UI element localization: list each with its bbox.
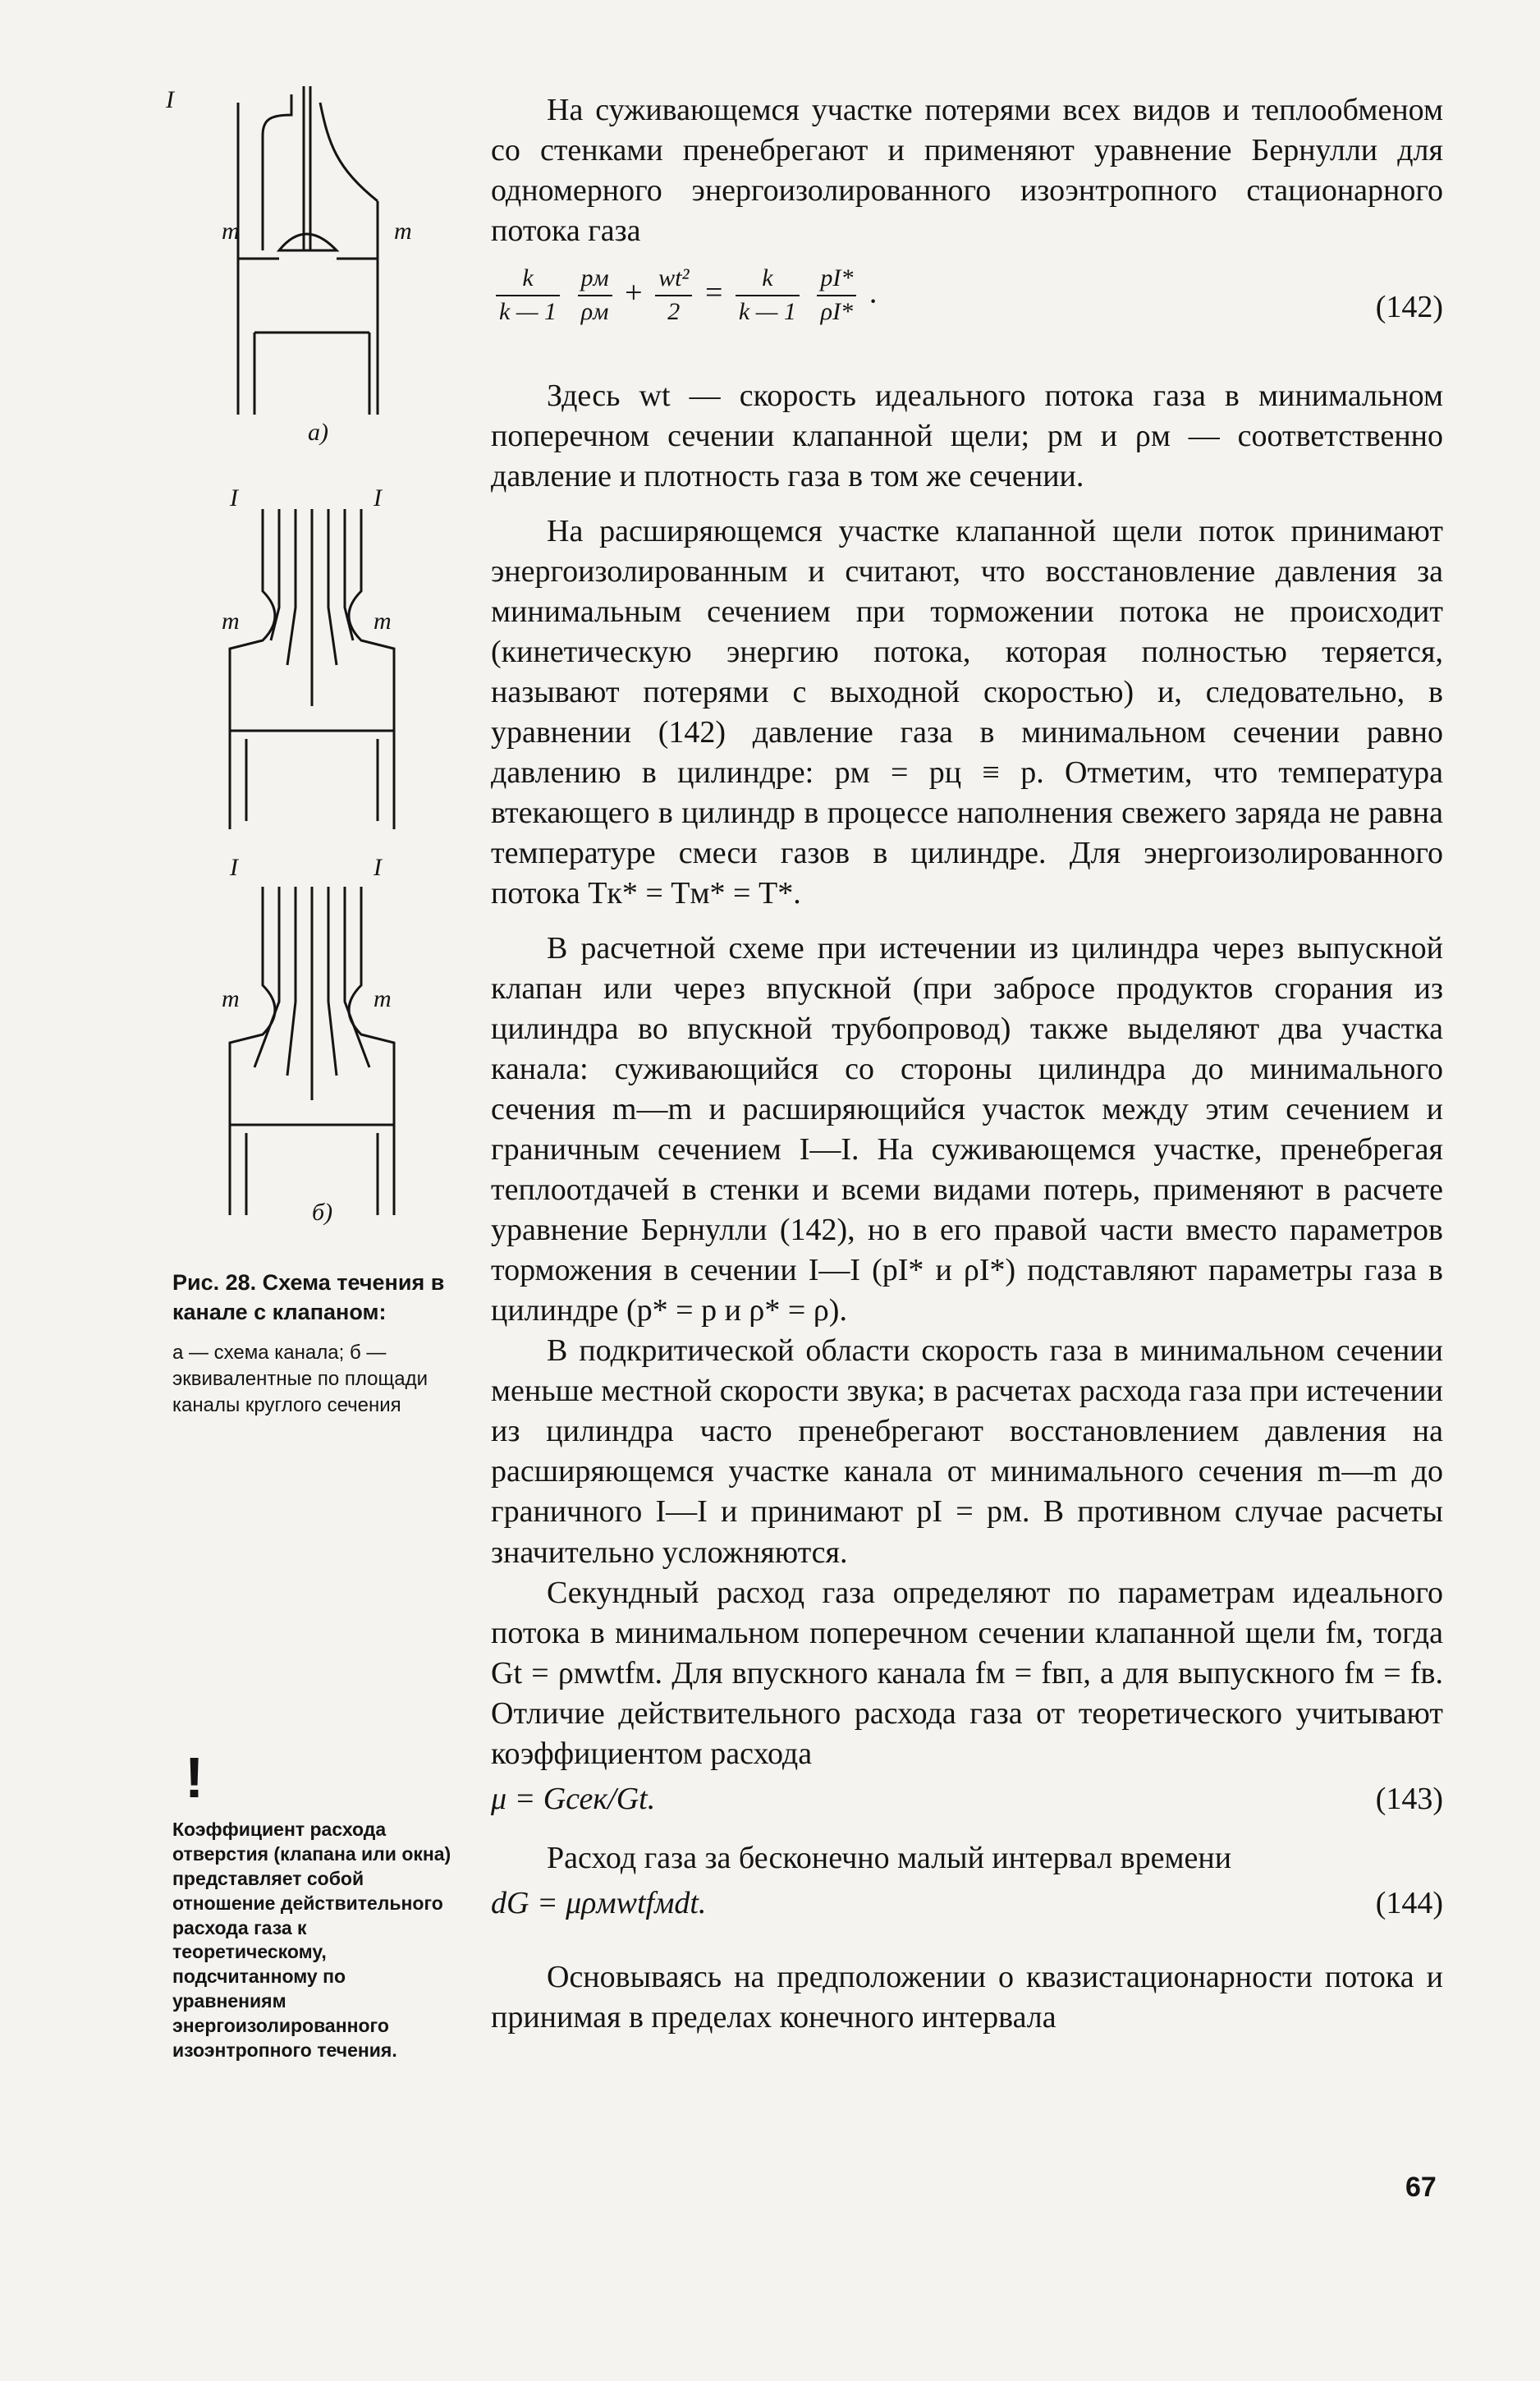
- figure-caption: [172, 1268, 456, 1418]
- section-m-label: m: [394, 218, 412, 245]
- period: .: [869, 275, 878, 310]
- caption-title: Рис. 28. Схема течения в канале с клапаном:: [172, 1270, 445, 1324]
- figure-a-drawing: [213, 86, 410, 431]
- equation-number: (142): [1375, 290, 1443, 325]
- section-m-label: m: [374, 985, 392, 1012]
- figure-a-label: а): [308, 419, 328, 446]
- fraction: $\frac{k}{k — 1}$: [736, 263, 800, 328]
- equation-text: dG = μρмwtfмdt.: [491, 1885, 707, 1920]
- paragraph: Расход газа за бесконечно малый интервал времени: [547, 1840, 1232, 1875]
- paragraph: Секундный расход газа определяют по параметрам идеального потока в минимальном поперечном сечении клапанной щели fм, тогда Gt = ρмwtfм. Для впускного канала fм = fвп, а для выпускного fм = fв. Отличие действительного расхода газа от теоретического учитывают коэффициентом расхода: [491, 1575, 1443, 1771]
- fraction: $\frac{k}{k — 1}$: [496, 263, 560, 328]
- fraction: $\frac{\text{wt²}}{2}$: [655, 263, 692, 328]
- section-I-label: I: [230, 484, 238, 512]
- paragraph: В расчетной схеме при истечении из цилиндра через выпускной клапан или через впускной (при забросе продуктов сгорания из цилиндра во впускной трубопровод) также выделяют два участка канала: суживающийся со стороны цилиндра до минимального сечения m—m и расширяющийся участок между этим сечением и граничным сечением I—I. На суживающемся участке, пренебрегая теплоотдачей в стенки и всеми видами потерь, применяют в расчете уравнение Бернулли (142), но в его правой части вместо параметров торможения в сечении I—I (pI* и ρI*) подставляют параметры газа в цилиндре (p* = p и ρ* = ρ).: [491, 931, 1443, 1328]
- fraction: $\frac{pI*}{\rho I*}$: [817, 263, 856, 328]
- equation-text: μ = Gсек/Gt.: [491, 1781, 656, 1816]
- paragraph: Здесь wt — скорость идеального потока газа в минимальном поперечном сечении клапанной щели; pм и ρм — соответственно давление и плотность газа в том же сечении.: [491, 378, 1443, 494]
- figure-b-equivalent-channels: [213, 484, 410, 1215]
- section-m-label: m: [222, 985, 240, 1012]
- section-I-label: I: [166, 86, 174, 113]
- section-m-label: m: [222, 608, 240, 635]
- section-m-label: m: [222, 218, 240, 245]
- equation-number: (144): [1375, 1885, 1443, 1920]
- fraction: $\frac{pм}{\rho м}$: [578, 263, 612, 328]
- paragraph: Основываясь на предположении о квазистационарности потока и принимая в пределах конечного интервала: [491, 1959, 1443, 2035]
- margin-note: [172, 1746, 456, 2063]
- section-I-label: I: [374, 484, 382, 512]
- equals-sign: =: [704, 275, 723, 310]
- section-I-label: I: [230, 854, 238, 881]
- figure-b-label: б): [312, 1199, 333, 1226]
- equation-143: [491, 1779, 1443, 1825]
- exclamation-icon: !: [185, 1746, 204, 1810]
- paragraph: В подкритической области скорость газа в минимальном сечении меньше местной скорости звука; в расчетах расхода газа при истечении из цилиндра часто пренебрегают восстановлением давления на расширяющемся участке канала от минимального сечения m—m до граничного I—I и принимают pI = pм. В противном случае расчеты значительно усложняются.: [491, 1333, 1443, 1570]
- figure-a-valve-channel: [166, 86, 412, 431]
- main-text-column: [491, 90, 1443, 2038]
- equation-142: [491, 263, 1443, 361]
- page-number: 67: [1405, 2172, 1437, 2203]
- margin-note-text: Коэффициент расхода отверстия (клапана или окна) представляет собой отношение действительного расхода газа к теоретическому, подсчитанному по уравнениям энергоизолированного изоэнтропного течения.: [172, 1819, 451, 2062]
- equation-144: [491, 1883, 1443, 1929]
- caption-body: а — схема канала; б — эквивалентные по площади каналы круглого сечения: [172, 1342, 428, 1416]
- plus-sign: +: [625, 275, 643, 310]
- paragraph: На суживающемся участке потерями всех видов и теплообменом со стенками пренебрегают и применяют уравнение Бернулли для одномерного энергоизолированного изоэнтропного стационарного потока газа: [491, 93, 1443, 249]
- section-m-label: m: [374, 608, 392, 635]
- section-I-label: I: [374, 854, 382, 881]
- equation-number: (143): [1375, 1781, 1443, 1816]
- paragraph: На расширяющемся участке клапанной щели поток принимают энергоизолированным и считают, что восстановление давления за минимальным сечением при торможении потока не происходит (кинетическую энергию потока, которая полностью теряется, называют потерями с выходной скоростью) и, следовательно, в уравнении (142) давление газа в минимальном сечении равно давлению в цилиндре: pм = pц ≡ p. Отметим, что температура втекающего в цилиндр в процессе наполнения свежего заряда не равна температуре смеси газов в цилиндре. Для энергоизолированного потока Tк* = Tм* = T*.: [491, 514, 1443, 911]
